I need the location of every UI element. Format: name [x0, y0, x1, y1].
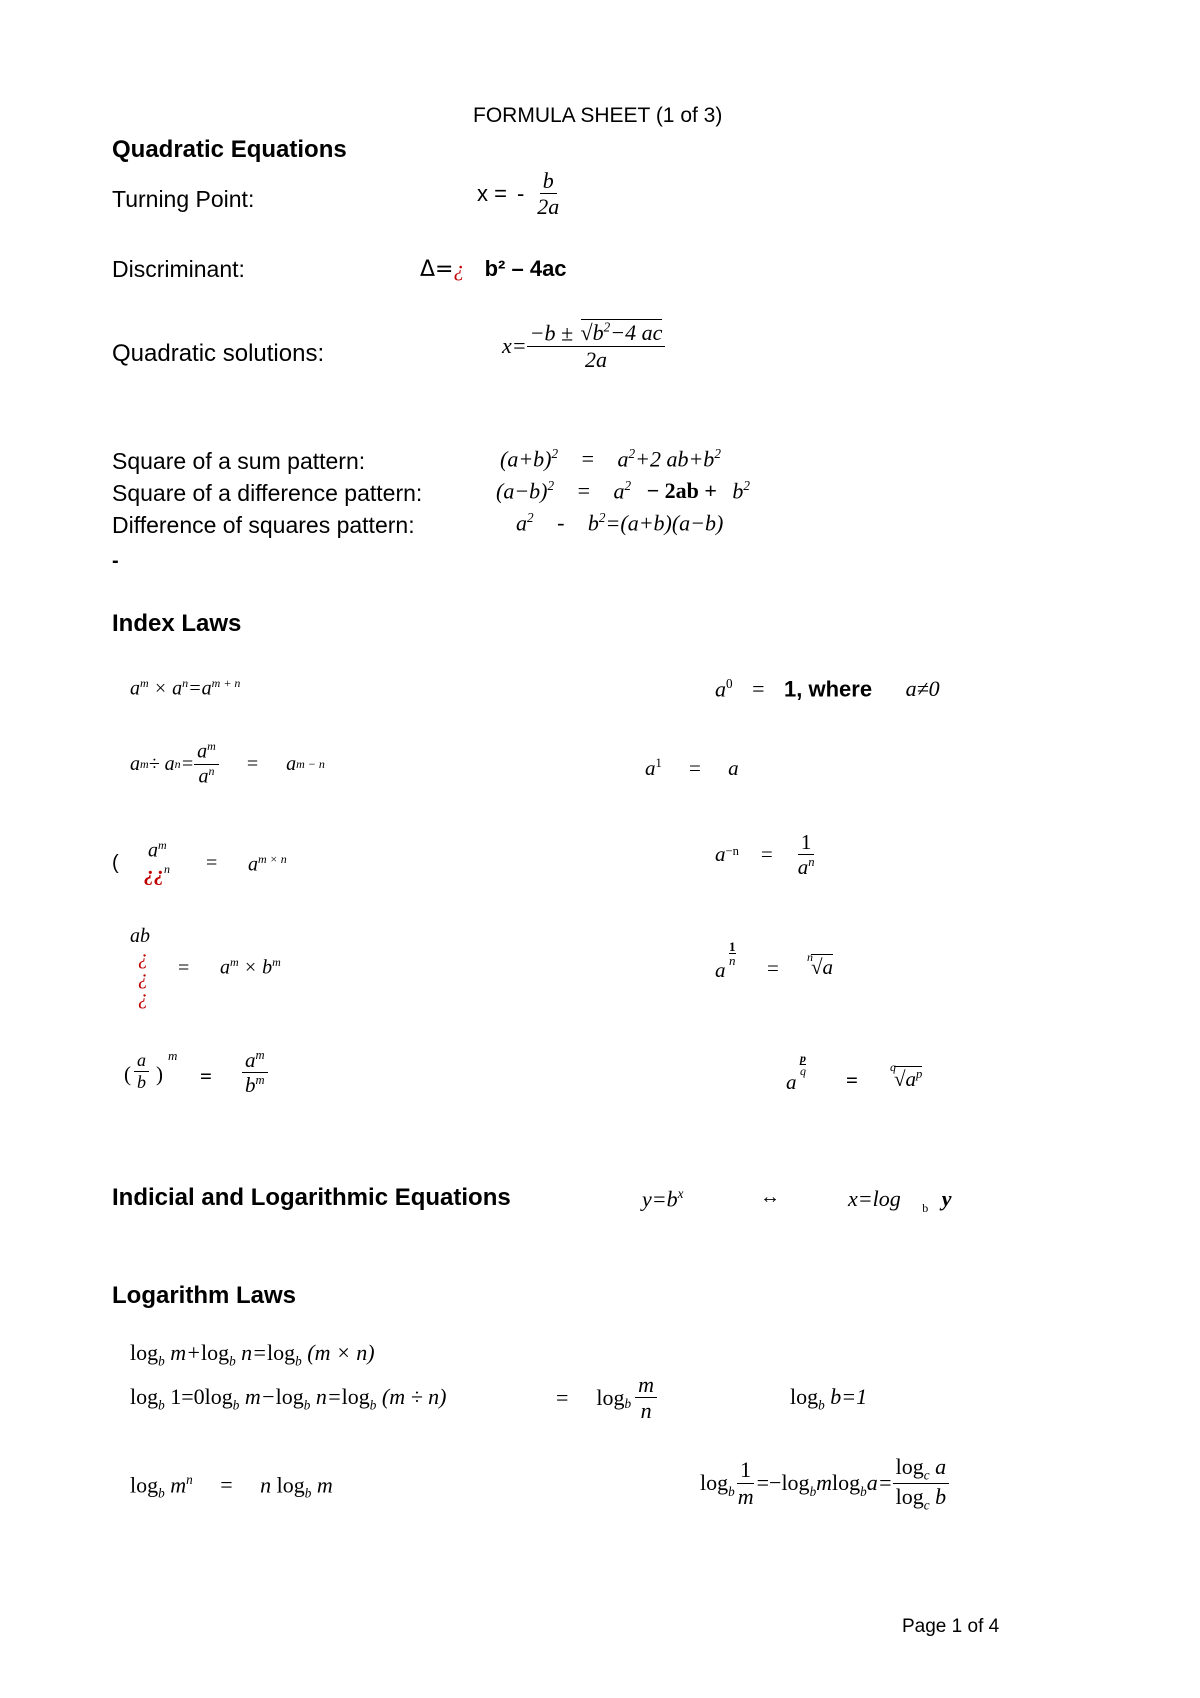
indicial-rhs-y: y [941, 1186, 952, 1211]
solutions-sup: 2 [603, 320, 611, 335]
l1-b3: b [295, 1353, 302, 1369]
r2r-eq: = [689, 756, 701, 780]
r5-eq: = [200, 1064, 212, 1088]
solutions-lhs: x= [502, 332, 527, 358]
r3r-num: 1 [798, 830, 815, 855]
discriminant-glyph: ¿ [453, 256, 465, 281]
r3r-a: a [715, 842, 726, 867]
diff-rhs-b: − 2ab + [646, 478, 717, 504]
page-title: FORMULA SHEET (1 of 3) [473, 104, 723, 127]
turning-point-label: Turning Point: [112, 186, 255, 212]
l2-frac-num: m [635, 1372, 657, 1398]
r2-fraction [194, 740, 219, 788]
l3r-b3: b [860, 1484, 867, 1500]
r1-a1: a [130, 677, 140, 700]
r4-glyph2: ¿ [138, 967, 148, 989]
l2-a: 1=0 [164, 1384, 205, 1409]
r2-mmn: m − n [296, 756, 325, 771]
r3-paren: ( [112, 852, 119, 874]
r2-eq: = [180, 752, 195, 775]
dos-rhs: =(a+b)(a−b) [605, 510, 724, 536]
l3-eq: = [220, 1472, 233, 1498]
r3-a: a [148, 839, 158, 862]
square-of-difference-formula [496, 478, 750, 504]
l3-rhs-n: n [260, 1472, 272, 1498]
l2-frac-den: n [640, 1398, 652, 1424]
r1-eq: =a [188, 677, 212, 700]
r5r-a: a [786, 1070, 797, 1094]
r5-m-out: m [168, 1048, 178, 1063]
l3r-cob-c2: c [923, 1496, 930, 1512]
r4r-root: √a [811, 955, 834, 979]
turning-point-minus: - [516, 180, 525, 206]
l3r-cob-frac [893, 1454, 949, 1512]
l3r-log2: log [781, 1470, 810, 1496]
solutions-num-b: b [592, 320, 604, 346]
lb-right: b=1 [824, 1384, 868, 1409]
r2r-sup: 1 [655, 756, 662, 770]
r5r-root-p: p [916, 1067, 923, 1081]
l2-frac [635, 1372, 657, 1424]
r5-num: a [245, 1048, 256, 1072]
l3r-b1: b [728, 1484, 735, 1500]
l2-eq: = [556, 1384, 569, 1410]
index-law-power-one [645, 756, 739, 781]
r2-m: m [140, 756, 149, 771]
l3r-cob-log2: log [895, 1483, 924, 1509]
r3r-negn: −n [725, 844, 739, 858]
r4r-sup-den: n [729, 953, 736, 968]
l2-b4: b [369, 1397, 377, 1413]
r5-frac [242, 1048, 268, 1097]
r4r-eq: = [767, 956, 779, 980]
solutions-label: Quadratic solutions: [112, 340, 325, 367]
l1-bb: n= [235, 1340, 268, 1365]
lb-log: log [790, 1384, 819, 1409]
log-law-base [790, 1384, 867, 1413]
r2-n: n [174, 756, 181, 771]
l2-b5: b [624, 1395, 632, 1411]
r4r-a: a [715, 958, 726, 982]
l3r-den: m [737, 1483, 754, 1509]
r3-rhs: a [248, 853, 258, 876]
r1r-eq: = [752, 676, 765, 702]
dos-b: b [587, 510, 599, 536]
r1r-sup: 0 [726, 676, 733, 691]
l3-log2: log [276, 1472, 305, 1498]
r2-den-n: n [208, 763, 215, 778]
turning-point-fraction [534, 168, 562, 220]
r2-rhs: a [286, 752, 297, 775]
sum-eq: = [581, 446, 595, 472]
l1-log3: log [267, 1340, 296, 1365]
l3r-mid2: m [816, 1470, 833, 1496]
stray-dash: - [112, 550, 119, 572]
turning-point-numerator: b [540, 168, 557, 194]
l2-b1: b [158, 1397, 165, 1413]
l3-n: n [186, 1472, 193, 1487]
diff-lhs-sup: 2 [547, 478, 555, 493]
l3-b1: b [158, 1485, 165, 1501]
difference-of-squares-formula [516, 510, 723, 536]
r4-ab: ab [130, 925, 150, 947]
discriminant-lhs: Δ= [420, 257, 454, 282]
r4-rhs-a: a [220, 956, 230, 979]
diff-eq: = [577, 478, 591, 504]
solutions-num-c: −4 ac [610, 320, 663, 346]
r2-den: a [198, 765, 209, 788]
log-law-quotient [130, 1384, 447, 1413]
diff-rhs-c: b [732, 478, 744, 504]
section-heading-index-laws: Index Laws [112, 610, 242, 637]
turning-point-lhs: x = [477, 180, 507, 206]
r2-eq2: = [246, 752, 259, 775]
index-law-zero-power [715, 676, 940, 702]
l3r-cob-log1: log [895, 1454, 924, 1479]
dos-minus: - [557, 510, 565, 536]
dos-a: a [516, 510, 527, 536]
l2-b2: b [232, 1397, 240, 1413]
r1r-val: 1, where [784, 676, 873, 702]
r5r-root: √a [894, 1067, 917, 1091]
r2r-a: a [645, 756, 656, 780]
l2-log1: log [130, 1384, 159, 1409]
r2-a1: a [130, 752, 140, 775]
l2-log4: log [341, 1384, 370, 1409]
l3r-cob-a: a [929, 1454, 947, 1479]
l1-b1: b [158, 1353, 165, 1369]
sum-lhs: (a+b) [500, 446, 552, 472]
l3r-cob-b: b [929, 1483, 947, 1509]
diff-lhs: (a−b) [496, 478, 548, 504]
l2-d: (m ÷ n) [376, 1384, 447, 1409]
indicial-lhs-text: y=b [642, 1186, 678, 1212]
discriminant-label: Discriminant: [112, 256, 245, 282]
sum-rhs-sup1: 2 [628, 446, 636, 461]
l3r-cob-c1: c [923, 1467, 930, 1483]
l2-c: n= [310, 1384, 342, 1409]
r3-n: n [164, 862, 170, 876]
r4-eq: = [178, 957, 190, 979]
square-of-sum-formula [500, 446, 721, 472]
l3r-num: 1 [737, 1457, 754, 1483]
indicial-rhs-sub: b [922, 1201, 929, 1215]
r5r-p: p [800, 1051, 806, 1065]
dos-sup-b: 2 [598, 510, 606, 525]
r3-mxn: m × n [258, 852, 287, 866]
r2-num: a [197, 740, 208, 763]
l3r-eq: a= [866, 1470, 893, 1496]
log-law-product [130, 1340, 375, 1369]
l1-a: m+ [164, 1340, 201, 1365]
quadratic-solutions-formula [502, 320, 665, 372]
r5-inner-frac [134, 1050, 149, 1092]
index-law-rational-power [786, 1052, 956, 1102]
indicial-arrow: ↔ [760, 1186, 780, 1208]
r3r-eq: = [760, 842, 773, 867]
l3-m: m [164, 1472, 187, 1498]
r3-m: m [158, 838, 167, 852]
r5r-eq: = [846, 1068, 858, 1092]
r2-num-m: m [207, 739, 216, 753]
indicial-lhs-sup: x [677, 1186, 684, 1201]
square-of-sum-label: Square of a sum pattern: [112, 448, 366, 474]
dos-sup-a: 2 [527, 510, 534, 525]
index-law-multiply [130, 676, 240, 701]
r1r-cond: a≠0 [905, 676, 940, 702]
sum-rhs-b: +2 ab+b [635, 446, 715, 472]
r1-times: × a [148, 677, 183, 700]
diff-rhs-a: a [613, 478, 625, 504]
log-law-power [130, 1472, 333, 1502]
r5-den-m: m [255, 1073, 265, 1088]
turning-point-denominator: 2a [537, 194, 560, 220]
solutions-denominator: 2a [584, 346, 607, 372]
r4-rhs-m2: m [272, 955, 281, 969]
index-law-divide [130, 740, 325, 788]
solutions-radicand: $√b^2-4$ ac [580, 320, 663, 346]
l3-b2: b [304, 1485, 312, 1501]
sum-rhs-sup2: 2 [714, 446, 721, 461]
r3-glyph: ¿¿ [144, 863, 164, 886]
page-number: Page 1 of 4 [902, 1616, 1000, 1637]
r1-n: n [182, 676, 189, 690]
l3r-log1: log [700, 1470, 729, 1496]
l3r-mid: =− [756, 1470, 782, 1496]
l3r-frac [735, 1457, 757, 1509]
r5r-root-idx: q [890, 1060, 896, 1074]
l3r-log3: log [832, 1470, 861, 1496]
r5-b: b [137, 1071, 146, 1092]
index-law-quotient-power: ( $\frac{a}{b}$ ) m = $\frac{a^m}{b^m}$ [124, 1048, 304, 1108]
r4-glyph1: ¿ [138, 947, 148, 969]
l2-log2: log [204, 1384, 233, 1409]
index-law-negative-power [715, 830, 818, 879]
l2-log5: log [596, 1384, 625, 1410]
l2-b3: b [303, 1397, 311, 1413]
turning-point-formula [477, 168, 562, 220]
r4-rhs-times: × b [238, 956, 273, 979]
l1-log2: log [200, 1340, 230, 1365]
solutions-num-a: −b ± [529, 320, 574, 346]
l3-rhs-m: m [311, 1472, 333, 1498]
sum-rhs-a: a [617, 446, 629, 472]
difference-of-squares-label: Difference of squares pattern: [112, 512, 415, 538]
diff-rhs-sup2: 2 [743, 478, 751, 493]
section-heading-indicial: Indicial and Logarithmic Equations [112, 1184, 511, 1211]
solutions-numerator [527, 320, 666, 347]
section-heading-log-laws: Logarithm Laws [112, 1282, 297, 1309]
r4r-sup-num: 1 [729, 939, 736, 954]
r1r-a: a [715, 676, 726, 702]
indicial-rhs [848, 1186, 952, 1216]
r5-num-m: m [255, 1048, 265, 1062]
r3-eq: = [206, 852, 218, 874]
r1-m: m [140, 676, 149, 690]
l3r-b2: b [809, 1484, 817, 1500]
index-law-product-power [130, 925, 330, 1015]
log-law-quotient-fraction [556, 1372, 657, 1424]
indicial-rhs-text: x=log [848, 1186, 901, 1211]
l1-b2: b [229, 1353, 236, 1369]
discriminant-formula [420, 256, 567, 282]
l2-bb: m− [239, 1384, 276, 1409]
discriminant-rhs: b² – 4ac [484, 256, 567, 281]
square-of-difference-label: Square of a difference pattern: [112, 480, 423, 506]
lb-b: b [818, 1397, 825, 1413]
l3-log1: log [130, 1472, 159, 1498]
r1-mpn: m + n [211, 676, 241, 690]
r3r-den: a [797, 855, 809, 880]
solutions-fraction [527, 320, 666, 372]
l2-log3: log [275, 1384, 304, 1409]
section-heading-quadratic: Quadratic Equations [112, 136, 347, 163]
indicial-lhs [642, 1186, 683, 1212]
log-law-reciprocal-and-change-of-base [700, 1454, 949, 1512]
l1-c: (m × n) [301, 1340, 375, 1365]
r4r-root-idx: n [807, 950, 813, 964]
sum-lhs-sup: 2 [551, 446, 559, 461]
l1-log1: log [130, 1340, 159, 1365]
r5-a: a [134, 1050, 149, 1072]
r5-den: b [245, 1073, 256, 1098]
r4-glyph3: ¿ [138, 987, 148, 1009]
diff-rhs-sup1: 2 [624, 478, 632, 493]
index-law-fractional-power [715, 940, 875, 990]
r5r-q: q [800, 1064, 806, 1078]
r4-rhs-m1: m [230, 955, 239, 969]
r3r-fraction [795, 830, 818, 879]
r2-div: ÷ a [148, 752, 175, 775]
r2r-val: a [728, 756, 739, 780]
r3r-den-n: n [808, 855, 815, 870]
